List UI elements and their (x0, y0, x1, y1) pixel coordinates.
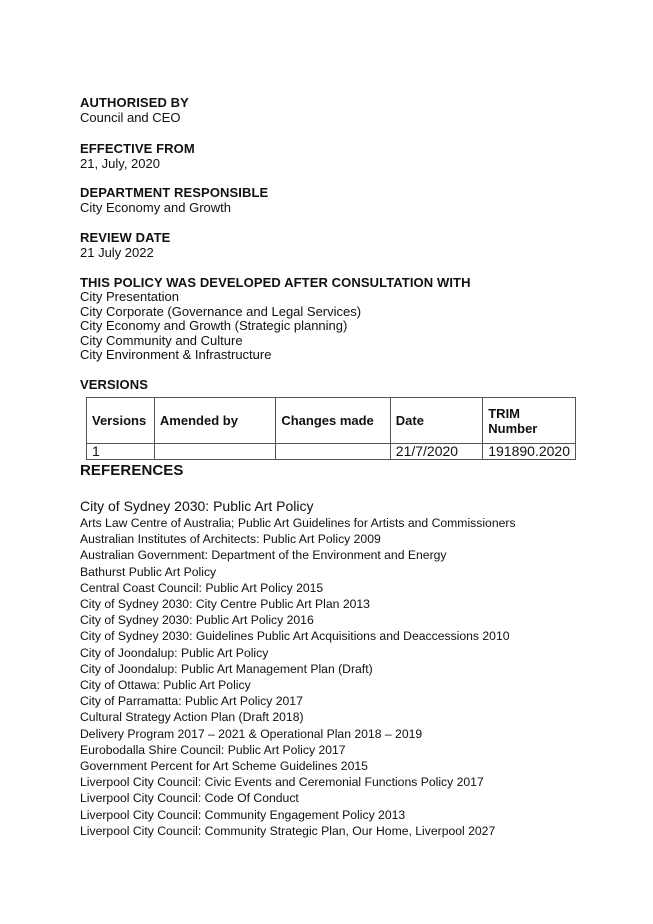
column-header: Versions (87, 398, 155, 444)
reference-item: City of Joondalup: Public Art Policy (80, 645, 269, 660)
effective-heading: EFFECTIVE FROM (80, 141, 195, 156)
consultation-heading: THIS POLICY WAS DEVELOPED AFTER CONSULTATION WITH (80, 275, 471, 290)
consultation-item: City Community and Culture (80, 332, 243, 348)
reference-item: Bathurst Public Art Policy (80, 564, 217, 579)
reference-item: Liverpool City Council: Community Strategic Plan, Our Home, Liverpool 2027 (80, 823, 496, 838)
department-section (80, 185, 268, 215)
reference-item: Australian Institutes of Architects: Public Art Policy 2009 (80, 532, 381, 547)
department-value: City Economy and Growth (80, 200, 232, 215)
authorised-heading: AUTHORISED BY (80, 95, 189, 110)
versions-section (80, 377, 148, 392)
versions-table (86, 397, 576, 460)
consultation-item: City Corporate (Governance and Legal Services) (80, 303, 362, 319)
effective-section (80, 141, 195, 171)
reference-item: City of Sydney 2030: Public Art Policy (80, 498, 314, 514)
reference-item: Government Percent for Art Scheme Guidelines 2015 (80, 759, 368, 774)
table-cell (276, 444, 390, 460)
reference-item: Arts Law Centre of Australia; Public Art Guidelines for Artists and Commissioners (80, 516, 516, 530)
review-heading: REVIEW DATE (80, 230, 171, 245)
table-cell: 21/7/2020 (390, 444, 482, 460)
consultation-section (80, 275, 471, 363)
table-row (87, 444, 576, 460)
consultation-item: City Environment & Infrastructure (80, 347, 272, 363)
column-header: Date (390, 398, 482, 444)
references-list (80, 497, 640, 839)
reference-item: City of Sydney 2030: Public Art Policy 2016 (80, 613, 314, 628)
table-cell (154, 444, 275, 460)
column-header: TRIM Number (483, 398, 576, 444)
authorised-section (80, 95, 189, 125)
table-cell: 191890.2020 (483, 444, 576, 460)
references-heading: REFERENCES (80, 462, 184, 479)
reference-item: Eurobodalla Shire Council: Public Art Policy 2017 (80, 742, 346, 757)
reference-item: Central Coast Council: Public Art Policy 2015 (80, 580, 324, 595)
reference-item: Liverpool City Council: Civic Events and Ceremonial Functions Policy 2017 (80, 775, 484, 790)
reference-item: City of Ottawa: Public Art Policy (80, 678, 251, 693)
versions-heading: VERSIONS (80, 377, 148, 392)
reference-item: City of Sydney 2030: Guidelines Public Art Acquisitions and Deaccessions 2010 (80, 629, 510, 644)
reference-item: City of Parramatta: Public Art Policy 2017 (80, 694, 303, 709)
authorised-value: Council and CEO (80, 110, 181, 125)
table-header-row (87, 398, 576, 444)
effective-value: 21, July, 2020 (80, 156, 160, 171)
reference-item: Delivery Program 2017 – 2021 & Operational Plan 2018 – 2019 (80, 726, 423, 741)
column-header: Changes made (276, 398, 390, 444)
consultation-item: City Economy and Growth (Strategic planning) (80, 318, 348, 334)
consultation-item: City Presentation (80, 289, 179, 304)
reference-item: City of Sydney 2030: City Centre Public Art Plan 2013 (80, 597, 370, 612)
reference-item: Australian Government: Department of the Environment and Energy (80, 548, 447, 563)
department-heading: DEPARTMENT RESPONSIBLE (80, 185, 269, 200)
reference-item: Cultural Strategy Action Plan (Draft 2018) (80, 710, 304, 725)
column-header: Amended by (154, 398, 275, 444)
review-value: 21 July 2022 (80, 245, 154, 260)
review-section (80, 230, 170, 260)
reference-item: City of Joondalup: Public Art Management Plan (Draft) (80, 661, 373, 676)
reference-item: Liverpool City Council: Community Engagement Policy 2013 (80, 807, 406, 822)
reference-item: Liverpool City Council: Code Of Conduct (80, 791, 299, 806)
table-cell: 1 (87, 444, 155, 460)
